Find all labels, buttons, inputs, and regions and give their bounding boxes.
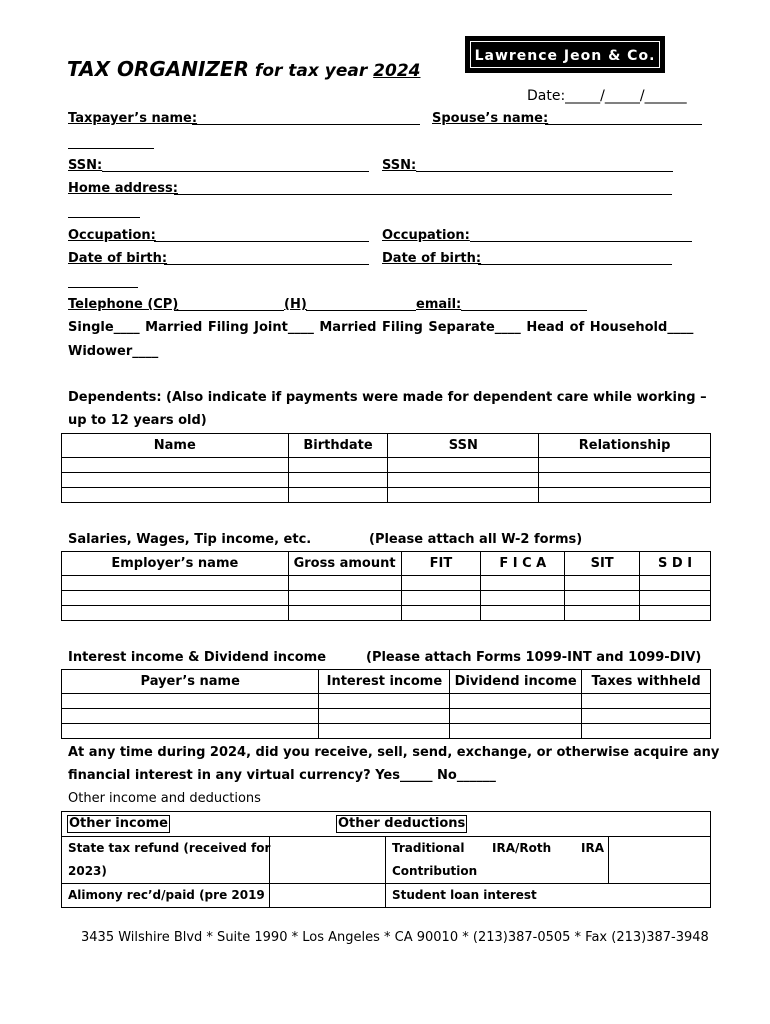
email-label: email: [416, 297, 462, 312]
filing-status-line1[interactable]: Single____ Married Filing Joint____ Married Filing Separate____ Head of Household____ [68, 320, 694, 335]
telephone-cp-field[interactable] [174, 310, 284, 311]
table-cell[interactable] [388, 488, 539, 503]
state-refund-value[interactable] [270, 837, 384, 883]
col-relationship: Relationship [539, 434, 711, 458]
state-refund-label-2: 2023) [68, 864, 107, 878]
ira-label-roth: IRA/Roth [492, 841, 552, 855]
table-cell[interactable] [62, 709, 319, 724]
telephone-h-label: (H) [284, 297, 307, 312]
taxpayer-name-field[interactable] [192, 124, 420, 125]
table-cell[interactable] [288, 473, 388, 488]
other-income-header: Other income [69, 816, 168, 831]
col-birthdate: Birthdate [288, 434, 388, 458]
col-divider-2 [385, 836, 386, 907]
telephone-h-field[interactable] [306, 310, 416, 311]
table-cell[interactable] [450, 694, 582, 709]
row-divider-2 [62, 883, 710, 884]
title-main: TAX ORGANIZER [67, 57, 249, 81]
table-row [62, 576, 711, 591]
col-gross-amount: Gross amount [288, 552, 401, 576]
telephone-cp-label: Telephone (CP) [68, 297, 179, 312]
ssn-label-1: SSN: [68, 158, 103, 173]
alimony-label: Alimony rec’d/paid (pre 2019 [68, 888, 265, 902]
table-cell[interactable] [319, 724, 450, 739]
spouse-name-field[interactable] [545, 124, 702, 125]
table-row [62, 606, 711, 621]
table-row [62, 709, 711, 724]
col-payer-name: Payer’s name [62, 670, 319, 694]
virtual-currency-question-1: At any time during 2024, did you receive, sell, send, exchange, or otherwise acquire any [68, 745, 720, 760]
col-name: Name [62, 434, 289, 458]
table-row [62, 488, 711, 503]
table-row [62, 694, 711, 709]
dob-field-cont[interactable] [68, 287, 138, 288]
title-year: 2024 [373, 61, 421, 81]
table-row [62, 591, 711, 606]
email-field[interactable] [461, 310, 587, 311]
table-cell[interactable] [62, 458, 289, 473]
dob-field-2[interactable] [478, 264, 672, 265]
table-cell[interactable] [640, 591, 711, 606]
ira-value[interactable] [609, 837, 709, 883]
ssn-field-2[interactable] [416, 171, 673, 172]
table-cell[interactable] [401, 606, 481, 621]
table-cell[interactable] [62, 694, 319, 709]
col-sit: SIT [565, 552, 640, 576]
interest-note: (Please attach Forms 1099-INT and 1099-DIV) [366, 650, 702, 665]
table-cell[interactable] [62, 576, 289, 591]
student-loan-label: Student loan interest [392, 888, 537, 902]
interest-header-row [62, 670, 711, 694]
table-cell[interactable] [582, 694, 711, 709]
dependents-table [61, 433, 711, 503]
date-field[interactable]: Date:_____/_____/______ [527, 88, 687, 104]
ira-label-contribution: Contribution [392, 864, 478, 878]
table-cell[interactable] [319, 709, 450, 724]
table-cell[interactable] [539, 473, 711, 488]
table-cell[interactable] [62, 488, 289, 503]
table-row [62, 724, 711, 739]
salaries-header-row [62, 552, 711, 576]
occupation-field-2[interactable] [470, 241, 692, 242]
table-cell[interactable] [62, 724, 319, 739]
filing-status-widower[interactable]: Widower____ [68, 344, 159, 359]
taxpayer-name-label: Taxpayer’s name: [68, 111, 198, 126]
other-caption: Other income and deductions [68, 791, 261, 806]
table-cell[interactable] [288, 458, 388, 473]
firm-name: Lawrence Jeon & Co. [470, 41, 660, 68]
table-cell[interactable] [565, 576, 640, 591]
col-taxes-withheld: Taxes withheld [582, 670, 711, 694]
dependents-heading-1: Dependents: (Also indicate if payments were made for dependent care while working – [68, 390, 707, 405]
table-cell[interactable] [539, 488, 711, 503]
title-for: for tax year [249, 61, 374, 81]
footer-address: 3435 Wilshire Blvd * Suite 1990 * Los Angeles * CA 90010 * (213)387-0505 * Fax (213)387-3948 [81, 930, 709, 945]
col-ssn: SSN [388, 434, 539, 458]
salaries-table [61, 551, 711, 621]
table-cell[interactable] [319, 694, 450, 709]
home-address-field-cont[interactable] [68, 217, 140, 218]
table-cell[interactable] [539, 458, 711, 473]
table-cell[interactable] [481, 576, 565, 591]
table-cell[interactable] [481, 591, 565, 606]
dob-label-1: Date of birth: [68, 251, 168, 266]
col-employer-name: Employer’s name [62, 552, 289, 576]
occupation-label-2: Occupation: [382, 228, 470, 243]
table-cell[interactable] [582, 724, 711, 739]
table-cell[interactable] [565, 606, 640, 621]
spouse-name-field-cont[interactable] [68, 148, 154, 149]
page-title [67, 57, 421, 81]
occupation-label-1: Occupation: [68, 228, 156, 243]
table-row [62, 458, 711, 473]
table-cell[interactable] [565, 591, 640, 606]
interest-heading: Interest income & Dividend income [68, 650, 327, 665]
home-address-field[interactable] [174, 194, 672, 195]
col-fit: FIT [401, 552, 481, 576]
ssn-label-2: SSN: [382, 158, 417, 173]
col-interest-income: Interest income [319, 670, 450, 694]
col-fica: F I C A [481, 552, 565, 576]
ira-label-traditional: Traditional [392, 841, 465, 855]
salaries-note: (Please attach all W-2 forms) [369, 532, 583, 547]
col-sdi: S D I [640, 552, 711, 576]
table-cell[interactable] [401, 591, 481, 606]
table-cell[interactable] [401, 576, 481, 591]
table-cell[interactable] [288, 488, 388, 503]
table-cell[interactable] [288, 591, 401, 606]
table-cell[interactable] [582, 709, 711, 724]
state-refund-label-1: State tax refund (received for [68, 841, 271, 855]
table-cell[interactable] [62, 591, 289, 606]
table-cell[interactable] [640, 606, 711, 621]
firm-logo [465, 36, 665, 73]
table-cell[interactable] [62, 606, 289, 621]
ira-label-ira: IRA [581, 841, 604, 855]
table-cell[interactable] [388, 473, 539, 488]
table-cell[interactable] [640, 576, 711, 591]
dependents-heading-2: up to 12 years old) [68, 413, 207, 428]
spouse-name-label: Spouse’s name: [432, 111, 549, 126]
salaries-heading: Salaries, Wages, Tip income, etc. [68, 532, 312, 547]
dob-label-2: Date of birth: [382, 251, 482, 266]
table-cell[interactable] [288, 606, 401, 621]
table-cell[interactable] [62, 473, 289, 488]
table-cell[interactable] [450, 709, 582, 724]
col-dividend-income: Dividend income [450, 670, 582, 694]
home-address-label: Home address: [68, 181, 178, 196]
table-cell[interactable] [450, 724, 582, 739]
table-cell[interactable] [481, 606, 565, 621]
virtual-currency-question-2[interactable]: financial interest in any virtual currency? Yes_____ No______ [68, 768, 496, 783]
table-cell[interactable] [388, 458, 539, 473]
dependents-header-row [62, 434, 711, 458]
occupation-field-1[interactable] [154, 241, 369, 242]
table-cell[interactable] [288, 576, 401, 591]
other-table [61, 811, 711, 908]
ssn-field-1[interactable] [102, 171, 369, 172]
other-deductions-header: Other deductions [338, 816, 466, 831]
interest-table [61, 669, 711, 739]
table-row [62, 473, 711, 488]
dob-field-1[interactable] [164, 264, 369, 265]
